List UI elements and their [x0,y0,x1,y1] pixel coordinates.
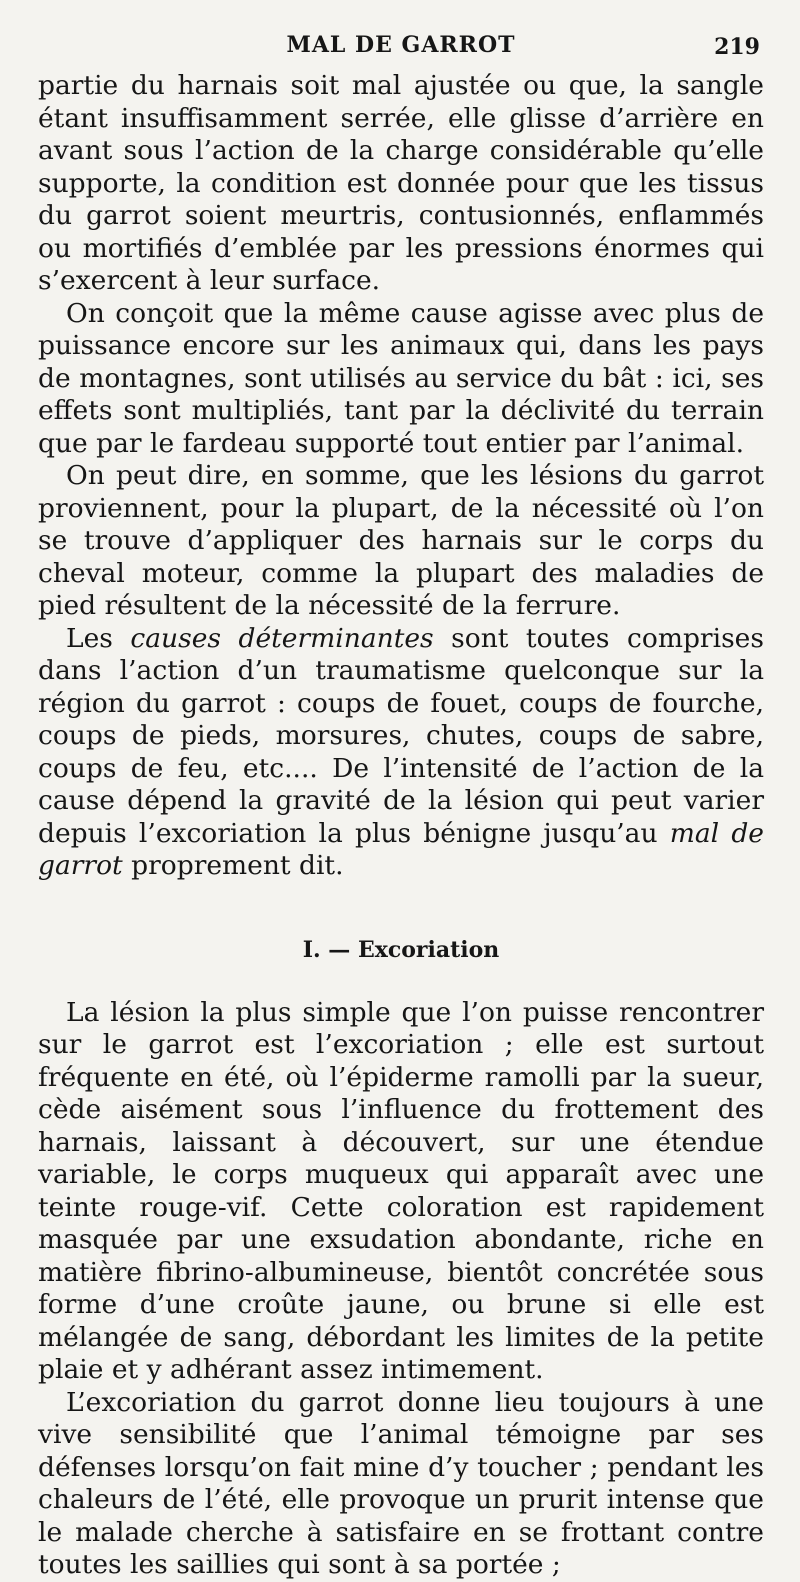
text-run: sont toutes comprises dans l’action d’un traumatisme quelconque sur la région du garrot : coups de fouet, coups de fourche, coups de pieds, morsures, chutes, coups de sabre, coups de feu, etc.... De l’intensité de l’action de la cause dépend la gravité de la lésion qui peut varier depuis l’excoriation la plus bénigne jusqu’au [38,622,764,849]
running-title: MAL DE GARROT [286,32,516,58]
paragraph: On conçoit que la même cause agisse avec plus de puissance encore sur les animaux qui, dans les pays de montagnes, sont utilisés au service du bât : ici, ses effets sont multipliés, tant par la déclivité du terrain que par le fardeau supporté tout entier par l’animal. [38,297,764,459]
paragraph: On peut dire, en somme, que les lésions du garrot proviennent, pour la plupart, de la nécessité où l’on se trouve d’appliquer des harnais sur le corps du cheval moteur, comme la plupart des maladies de pied résultent de la nécessité de la ferrure. [38,460,764,621]
italic-term: causes déterminantes [130,622,434,654]
body-text [38,70,764,1582]
paragraph: L’excoriation du garrot donne lieu toujours à une vive sensibilité que l’animal témoigne par ses défenses lorsqu’on fait mine d’y toucher ; pendant les chaleurs de l’été, elle provoque un prurit intense que le malade cherche à satisfaire en se frottant contre toutes les saillies qui sont à sa portée ; [38,1386,764,1580]
paragraph-continuation: partie du harnais soit mal ajustée ou que, la sangle étant insuffisamment serrée, elle glisse d’arrière en avant sous l’action de la charge considérable qu’elle supporte, la condition est donnée pour que les tissus du garrot soient meurtris, contusionnés, enflammés ou mortifiés d’emblée par les pressions énormes qui s’exercent à leur surface. [38,70,764,296]
text-run: proprement dit. [131,850,344,881]
paragraph: La lésion la plus simple que l’on puisse rencontrer sur le garrot est l’excoriation ; elle est surtout fréquente en été, où l’épiderme ramolli par la sueur, cède aisément sous l’influence du frottement des harnais, laissant à découvert, sur une étendue variable, le corps muqueux qui apparaît avec une teinte rouge-vif. Cette coloration est rapidement masquée par une exsudation abondante, riche en matière fibrino-albumineuse, bientôt concrétée sous forme d’une croûte jaune, ou brune si elle est mélangée de sang, débordant les limites de la petite plaie et y adhérant assez intimement. [38,996,764,1385]
paragraph-causes [38,623,764,883]
page-header [38,30,764,70]
italic-term: mal de garrot [38,817,764,881]
text-run: Les [66,622,113,654]
page-number: 219 [714,34,760,60]
section-heading: I. — Excoriation [302,936,500,963]
